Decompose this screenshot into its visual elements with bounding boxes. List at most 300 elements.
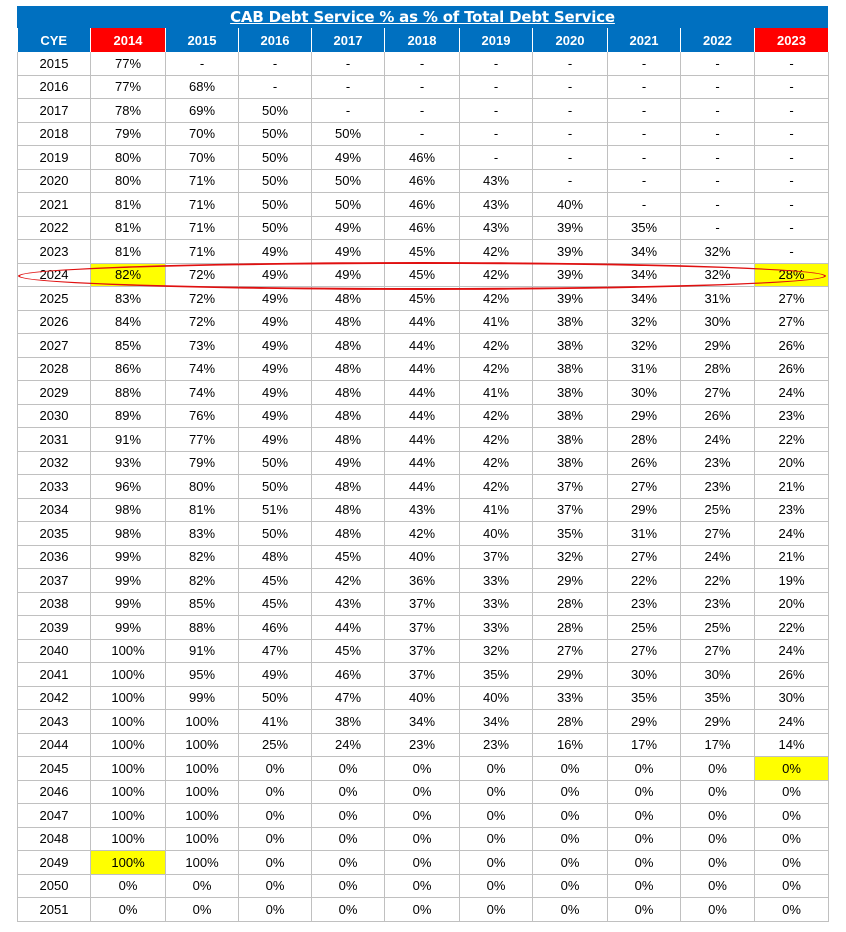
value-cell: 38% <box>533 404 608 428</box>
value-cell: - <box>385 122 460 146</box>
value-cell: 23% <box>608 592 681 616</box>
value-cell: 43% <box>460 193 533 217</box>
value-cell: 98% <box>91 498 166 522</box>
debt-service-table <box>17 28 829 922</box>
value-cell: 73% <box>166 334 239 358</box>
value-cell: - <box>533 146 608 170</box>
value-cell: 0% <box>239 804 312 828</box>
value-cell: 0% <box>681 804 755 828</box>
value-cell: 26% <box>755 357 829 381</box>
value-cell: 49% <box>312 216 385 240</box>
value-cell: 100% <box>166 780 239 804</box>
value-cell: 42% <box>312 569 385 593</box>
value-cell: 0% <box>312 898 385 922</box>
row-year-cell: 2042 <box>18 686 91 710</box>
value-cell: 42% <box>460 451 533 475</box>
row-year-cell: 2040 <box>18 639 91 663</box>
value-cell: 42% <box>460 240 533 264</box>
table-row <box>18 498 829 522</box>
value-cell: 45% <box>385 240 460 264</box>
value-cell: 80% <box>166 475 239 499</box>
value-cell: 0% <box>755 804 829 828</box>
value-cell: 0% <box>312 827 385 851</box>
value-cell: 27% <box>608 475 681 499</box>
value-cell: 96% <box>91 475 166 499</box>
value-cell: - <box>460 122 533 146</box>
value-cell: 48% <box>312 334 385 358</box>
value-cell: 39% <box>533 263 608 287</box>
value-cell: 0% <box>166 874 239 898</box>
value-cell: 80% <box>91 169 166 193</box>
value-cell: 14% <box>755 733 829 757</box>
table-row <box>18 475 829 499</box>
value-cell: 0% <box>239 898 312 922</box>
value-cell: 49% <box>312 146 385 170</box>
value-cell: 49% <box>239 663 312 687</box>
value-cell: 0% <box>385 827 460 851</box>
value-cell: 39% <box>533 240 608 264</box>
value-cell: 45% <box>385 263 460 287</box>
value-cell: 100% <box>91 663 166 687</box>
column-header-2018: 2018 <box>385 28 460 52</box>
value-cell: 0% <box>533 851 608 875</box>
value-cell: 27% <box>755 287 829 311</box>
row-year-cell: 2047 <box>18 804 91 828</box>
value-cell: 30% <box>755 686 829 710</box>
value-cell: - <box>755 99 829 123</box>
value-cell: 100% <box>91 780 166 804</box>
value-cell: 40% <box>460 686 533 710</box>
table-row <box>18 357 829 381</box>
value-cell: - <box>755 146 829 170</box>
value-cell: 71% <box>166 193 239 217</box>
row-year-cell: 2033 <box>18 475 91 499</box>
value-cell: 47% <box>312 686 385 710</box>
value-cell: 25% <box>681 498 755 522</box>
table-row <box>18 263 829 287</box>
row-year-cell: 2037 <box>18 569 91 593</box>
value-cell: 20% <box>755 592 829 616</box>
value-cell: 30% <box>608 381 681 405</box>
value-cell: 49% <box>239 334 312 358</box>
value-cell: 0% <box>608 898 681 922</box>
value-cell: 71% <box>166 169 239 193</box>
row-year-cell: 2046 <box>18 780 91 804</box>
value-cell: 29% <box>608 404 681 428</box>
value-cell: 100% <box>91 757 166 781</box>
value-cell: 24% <box>681 545 755 569</box>
value-cell: 44% <box>385 381 460 405</box>
value-cell: 50% <box>312 169 385 193</box>
value-cell: 26% <box>755 663 829 687</box>
value-cell: 50% <box>239 216 312 240</box>
value-cell: - <box>385 52 460 75</box>
value-cell: 0% <box>608 804 681 828</box>
value-cell: 31% <box>608 522 681 546</box>
value-cell: 24% <box>755 710 829 734</box>
value-cell: - <box>608 193 681 217</box>
value-cell: - <box>239 52 312 75</box>
value-cell: - <box>312 99 385 123</box>
value-cell: 0% <box>681 757 755 781</box>
value-cell: 0% <box>91 874 166 898</box>
value-cell: 44% <box>312 616 385 640</box>
value-cell: 23% <box>755 404 829 428</box>
value-cell: 45% <box>312 545 385 569</box>
table-row <box>18 710 829 734</box>
header-row <box>18 28 829 52</box>
value-cell: - <box>385 99 460 123</box>
value-cell: - <box>755 216 829 240</box>
value-cell: 0% <box>755 874 829 898</box>
value-cell: 0% <box>312 780 385 804</box>
value-cell: 46% <box>385 169 460 193</box>
value-cell: 47% <box>239 639 312 663</box>
table-row <box>18 663 829 687</box>
value-cell: 69% <box>166 99 239 123</box>
value-cell: 30% <box>681 310 755 334</box>
value-cell: - <box>681 99 755 123</box>
table-row <box>18 827 829 851</box>
value-cell: 29% <box>608 710 681 734</box>
value-cell: 24% <box>681 428 755 452</box>
value-cell: 48% <box>312 475 385 499</box>
value-cell: 0% <box>608 757 681 781</box>
value-cell: 28% <box>533 592 608 616</box>
value-cell: 24% <box>755 381 829 405</box>
row-year-cell: 2039 <box>18 616 91 640</box>
value-cell: - <box>460 52 533 75</box>
value-cell: 99% <box>91 569 166 593</box>
value-cell: 74% <box>166 357 239 381</box>
value-cell: 68% <box>166 75 239 99</box>
value-cell: - <box>166 52 239 75</box>
table-row <box>18 428 829 452</box>
value-cell: 0% <box>533 780 608 804</box>
value-cell: 72% <box>166 310 239 334</box>
value-cell: 48% <box>312 404 385 428</box>
value-cell: 49% <box>239 428 312 452</box>
value-cell: 44% <box>385 357 460 381</box>
value-cell: - <box>608 52 681 75</box>
value-cell: 16% <box>533 733 608 757</box>
value-cell: 100% <box>166 851 239 875</box>
row-year-cell: 2022 <box>18 216 91 240</box>
value-cell: 76% <box>166 404 239 428</box>
value-cell: 42% <box>385 522 460 546</box>
value-cell: 28% <box>533 616 608 640</box>
table-title-bar <box>17 6 828 28</box>
debt-service-table-container <box>17 6 828 922</box>
value-cell: 27% <box>681 639 755 663</box>
value-cell: 41% <box>460 310 533 334</box>
value-cell: 50% <box>239 686 312 710</box>
table-body <box>18 52 829 921</box>
value-cell: 34% <box>460 710 533 734</box>
value-cell: 100% <box>166 804 239 828</box>
value-cell: 88% <box>91 381 166 405</box>
value-cell: 30% <box>608 663 681 687</box>
value-cell: 48% <box>312 357 385 381</box>
value-cell: 27% <box>533 639 608 663</box>
table-row <box>18 616 829 640</box>
value-cell: 46% <box>385 193 460 217</box>
value-cell: 42% <box>460 428 533 452</box>
value-cell: 28% <box>608 428 681 452</box>
value-cell: - <box>460 99 533 123</box>
table-row <box>18 75 829 99</box>
value-cell: 37% <box>385 663 460 687</box>
value-cell: 22% <box>755 616 829 640</box>
value-cell: - <box>533 52 608 75</box>
value-cell: 26% <box>681 404 755 428</box>
value-cell: 0% <box>239 780 312 804</box>
value-cell: 0% <box>460 851 533 875</box>
value-cell: 48% <box>239 545 312 569</box>
value-cell: 33% <box>460 569 533 593</box>
value-cell: 43% <box>312 592 385 616</box>
value-cell: 99% <box>91 616 166 640</box>
value-cell: 78% <box>91 99 166 123</box>
value-cell: 49% <box>239 404 312 428</box>
value-cell: 37% <box>385 639 460 663</box>
value-cell: - <box>755 193 829 217</box>
value-cell: 0% <box>312 757 385 781</box>
table-row <box>18 686 829 710</box>
value-cell: 84% <box>91 310 166 334</box>
value-cell: 0% <box>239 757 312 781</box>
value-cell: 0% <box>608 851 681 875</box>
value-cell: 50% <box>239 193 312 217</box>
table-row <box>18 169 829 193</box>
table-row <box>18 757 829 781</box>
column-header-2017: 2017 <box>312 28 385 52</box>
value-cell: 0% <box>755 757 829 781</box>
value-cell: - <box>681 216 755 240</box>
row-year-cell: 2051 <box>18 898 91 922</box>
value-cell: 34% <box>608 263 681 287</box>
value-cell: 72% <box>166 263 239 287</box>
value-cell: 24% <box>755 522 829 546</box>
value-cell: 81% <box>166 498 239 522</box>
value-cell: 70% <box>166 122 239 146</box>
value-cell: 29% <box>681 334 755 358</box>
value-cell: 0% <box>533 898 608 922</box>
value-cell: 34% <box>608 287 681 311</box>
value-cell: 34% <box>608 240 681 264</box>
table-row <box>18 639 829 663</box>
value-cell: 99% <box>91 592 166 616</box>
value-cell: 71% <box>166 240 239 264</box>
row-year-cell: 2038 <box>18 592 91 616</box>
value-cell: 50% <box>239 475 312 499</box>
value-cell: 0% <box>460 757 533 781</box>
row-year-cell: 2021 <box>18 193 91 217</box>
value-cell: 0% <box>385 851 460 875</box>
value-cell: 0% <box>533 827 608 851</box>
value-cell: 46% <box>385 216 460 240</box>
column-header-2022: 2022 <box>681 28 755 52</box>
value-cell: 38% <box>312 710 385 734</box>
value-cell: 17% <box>608 733 681 757</box>
table-row <box>18 99 829 123</box>
value-cell: 82% <box>166 569 239 593</box>
value-cell: 0% <box>312 804 385 828</box>
value-cell: 100% <box>166 733 239 757</box>
table-row <box>18 216 829 240</box>
value-cell: 26% <box>755 334 829 358</box>
row-year-cell: 2035 <box>18 522 91 546</box>
value-cell: 37% <box>533 498 608 522</box>
table-row <box>18 780 829 804</box>
value-cell: 22% <box>608 569 681 593</box>
value-cell: 0% <box>385 898 460 922</box>
value-cell: 35% <box>681 686 755 710</box>
value-cell: 49% <box>239 310 312 334</box>
row-year-cell: 2029 <box>18 381 91 405</box>
value-cell: - <box>608 122 681 146</box>
value-cell: - <box>312 52 385 75</box>
row-year-cell: 2017 <box>18 99 91 123</box>
column-header-2019: 2019 <box>460 28 533 52</box>
value-cell: 77% <box>166 428 239 452</box>
value-cell: 41% <box>460 498 533 522</box>
value-cell: 0% <box>166 898 239 922</box>
value-cell: 23% <box>681 451 755 475</box>
table-row <box>18 146 829 170</box>
value-cell: - <box>460 146 533 170</box>
value-cell: - <box>755 52 829 75</box>
value-cell: 33% <box>460 592 533 616</box>
value-cell: 50% <box>312 193 385 217</box>
value-cell: 81% <box>91 193 166 217</box>
row-year-cell: 2030 <box>18 404 91 428</box>
value-cell: 27% <box>681 522 755 546</box>
value-cell: 0% <box>312 874 385 898</box>
row-year-cell: 2026 <box>18 310 91 334</box>
value-cell: 0% <box>608 874 681 898</box>
value-cell: 91% <box>166 639 239 663</box>
value-cell: 35% <box>460 663 533 687</box>
value-cell: 33% <box>533 686 608 710</box>
value-cell: 42% <box>460 475 533 499</box>
value-cell: 20% <box>755 451 829 475</box>
row-year-cell: 2027 <box>18 334 91 358</box>
value-cell: 23% <box>755 498 829 522</box>
value-cell: 45% <box>312 639 385 663</box>
value-cell: 22% <box>681 569 755 593</box>
value-cell: 100% <box>91 639 166 663</box>
value-cell: 39% <box>533 216 608 240</box>
value-cell: 49% <box>312 451 385 475</box>
value-cell: 40% <box>460 522 533 546</box>
value-cell: - <box>681 122 755 146</box>
value-cell: 42% <box>460 334 533 358</box>
value-cell: 48% <box>312 381 385 405</box>
value-cell: 0% <box>533 804 608 828</box>
value-cell: 0% <box>385 874 460 898</box>
value-cell: 23% <box>460 733 533 757</box>
value-cell: 31% <box>681 287 755 311</box>
value-cell: 46% <box>239 616 312 640</box>
table-row <box>18 898 829 922</box>
value-cell: 0% <box>239 851 312 875</box>
table-row <box>18 804 829 828</box>
value-cell: 0% <box>608 780 681 804</box>
row-year-cell: 2050 <box>18 874 91 898</box>
table-row <box>18 874 829 898</box>
value-cell: 50% <box>239 146 312 170</box>
value-cell: 0% <box>755 898 829 922</box>
row-year-cell: 2043 <box>18 710 91 734</box>
value-cell: 100% <box>166 710 239 734</box>
value-cell: 0% <box>385 780 460 804</box>
value-cell: 79% <box>166 451 239 475</box>
value-cell: 32% <box>533 545 608 569</box>
value-cell: 0% <box>681 898 755 922</box>
value-cell: 79% <box>91 122 166 146</box>
value-cell: 26% <box>608 451 681 475</box>
value-cell: 0% <box>460 898 533 922</box>
value-cell: 45% <box>385 287 460 311</box>
value-cell: 24% <box>312 733 385 757</box>
row-year-cell: 2018 <box>18 122 91 146</box>
value-cell: 85% <box>91 334 166 358</box>
value-cell: 82% <box>91 263 166 287</box>
value-cell: 49% <box>239 240 312 264</box>
table-row <box>18 451 829 475</box>
value-cell: 95% <box>166 663 239 687</box>
value-cell: 38% <box>533 334 608 358</box>
row-year-cell: 2016 <box>18 75 91 99</box>
value-cell: 22% <box>755 428 829 452</box>
value-cell: 45% <box>239 569 312 593</box>
value-cell: - <box>608 75 681 99</box>
row-year-cell: 2020 <box>18 169 91 193</box>
value-cell: 77% <box>91 75 166 99</box>
value-cell: - <box>312 75 385 99</box>
value-cell: 41% <box>460 381 533 405</box>
value-cell: 0% <box>385 757 460 781</box>
value-cell: - <box>239 75 312 99</box>
value-cell: 46% <box>312 663 385 687</box>
value-cell: 91% <box>91 428 166 452</box>
value-cell: 0% <box>460 804 533 828</box>
row-year-cell: 2015 <box>18 52 91 75</box>
value-cell: 100% <box>91 804 166 828</box>
value-cell: 33% <box>460 616 533 640</box>
value-cell: 77% <box>91 52 166 75</box>
value-cell: 81% <box>91 216 166 240</box>
value-cell: 28% <box>681 357 755 381</box>
value-cell: 74% <box>166 381 239 405</box>
value-cell: 43% <box>460 216 533 240</box>
value-cell: 0% <box>460 827 533 851</box>
value-cell: 93% <box>91 451 166 475</box>
value-cell: 44% <box>385 310 460 334</box>
table-row <box>18 193 829 217</box>
value-cell: 89% <box>91 404 166 428</box>
value-cell: - <box>755 169 829 193</box>
value-cell: 42% <box>460 357 533 381</box>
value-cell: 35% <box>533 522 608 546</box>
value-cell: 35% <box>608 216 681 240</box>
value-cell: 98% <box>91 522 166 546</box>
value-cell: 88% <box>166 616 239 640</box>
value-cell: 49% <box>239 381 312 405</box>
value-cell: 49% <box>239 287 312 311</box>
value-cell: 0% <box>91 898 166 922</box>
